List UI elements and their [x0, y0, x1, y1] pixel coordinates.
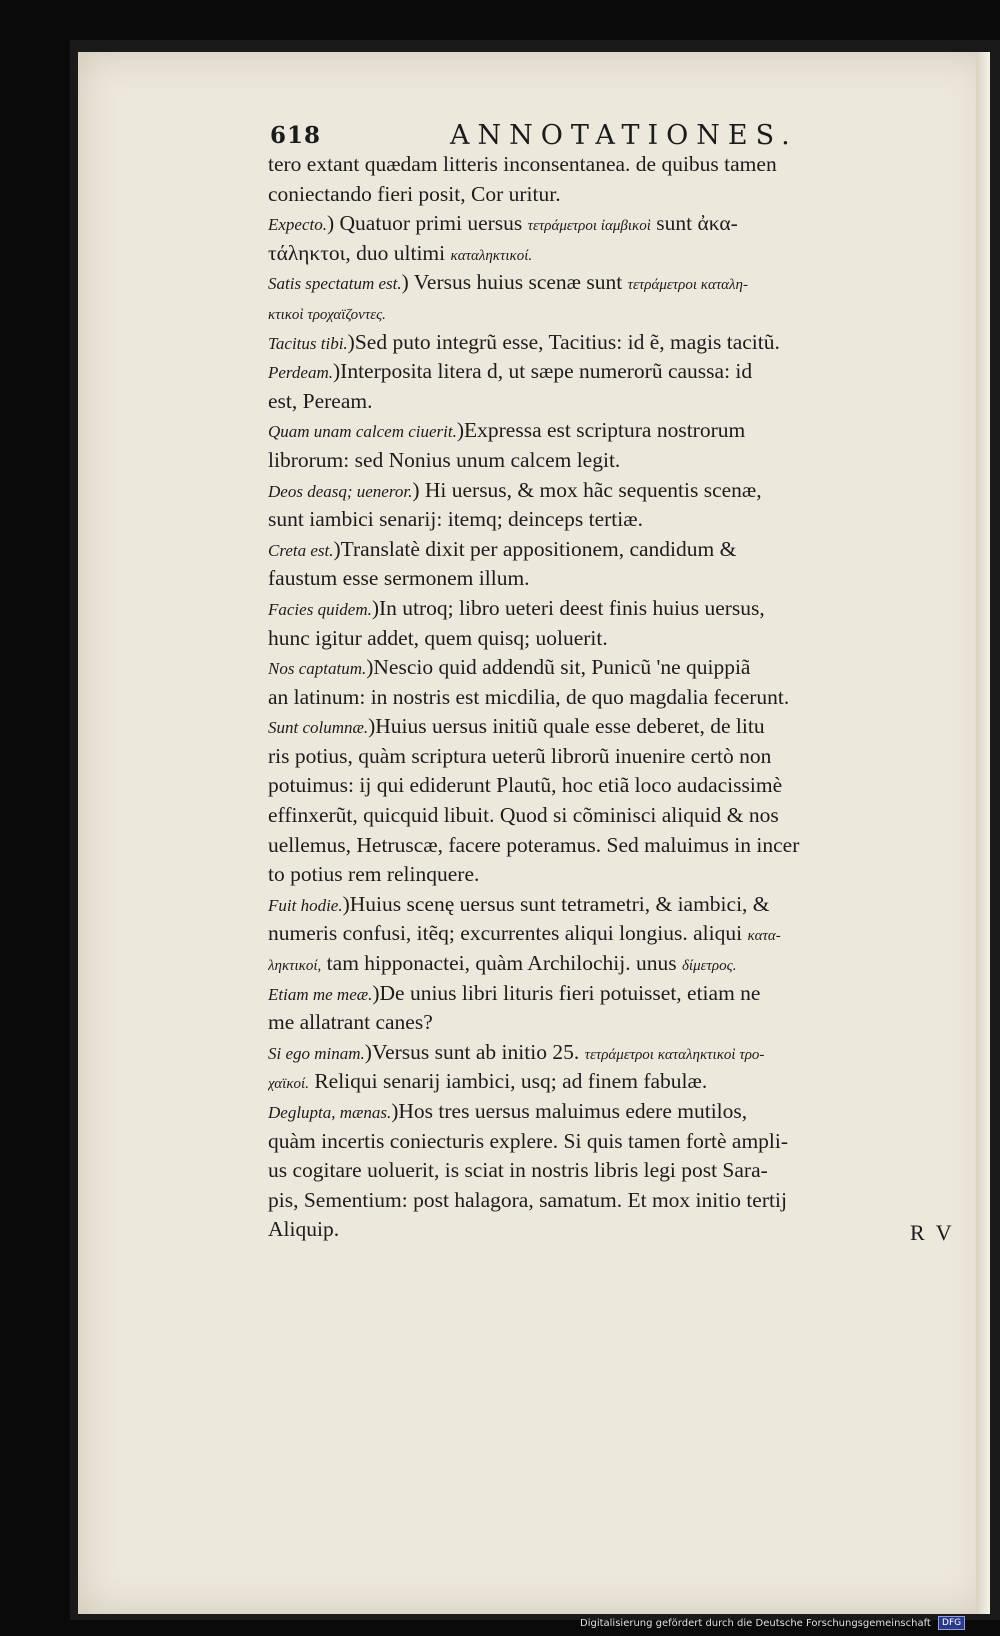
line-text: hunc igitur addet, quem quisq; uoluerit.	[268, 625, 608, 650]
catchword: R V	[910, 1220, 955, 1245]
text-line	[268, 387, 958, 417]
line-text-after: Reliqui senarij iambici, usq; ad finem fabulæ.	[308, 1069, 708, 1094]
line-text: )Nescio quid addendũ sit, Punicũ 'ne quippiã	[366, 655, 751, 680]
line-text: )Expressa est scriptura nostrorum	[456, 418, 746, 443]
line-text: tero extant quædam litteris inconsentanea. de quibus tamen	[268, 152, 777, 176]
text-line	[268, 535, 958, 565]
line-text: )In utroq; libro ueteri deest finis huius uersus,	[371, 595, 765, 620]
line-text: )Huius scenę uersus sunt tetrametri, & iambici, &	[342, 891, 770, 916]
text-line	[268, 771, 958, 801]
text-line	[268, 268, 958, 298]
line-text: sunt iambici senarij: itemq; deinceps tertiæ.	[268, 507, 643, 532]
line-text: me allatrant canes?	[268, 1010, 433, 1035]
text-line	[268, 1186, 958, 1216]
text-line	[268, 1215, 958, 1245]
dfg-logo: DFG	[938, 1616, 965, 1630]
text-line	[268, 298, 958, 328]
line-text: quàm incertis coniecturis explere. Si quis tamen fortè ampli-	[268, 1128, 789, 1153]
greek-text: κτικοὶ τροχαϊζοντες.	[268, 306, 386, 323]
footer	[580, 1614, 998, 1634]
line-text-after: sunt ἀκα-	[650, 211, 738, 236]
line-text: τάληκτοι, duo ultimi	[268, 240, 451, 265]
line-text: pis, Sementium: post halagora, samatum. Et mox initio tertij	[268, 1187, 787, 1212]
text-line	[268, 949, 958, 979]
text-line	[268, 712, 958, 742]
line-text: ris potius, quàm scriptura ueterũ librorũ inuenire certò non	[268, 743, 772, 768]
lemma: Fuit hodie.	[268, 895, 343, 915]
text-line	[268, 180, 958, 210]
text-line	[268, 446, 958, 476]
line-text: )Sed puto integrũ esse, Tacitius: id ẽ, magis tacitũ.	[347, 329, 780, 354]
text-line	[268, 919, 958, 949]
greek-text: κατα-	[747, 928, 781, 945]
text-line	[268, 831, 958, 861]
line-text: librorum: sed Nonius unum calcem legit.	[268, 447, 621, 472]
page-edge	[976, 52, 990, 1614]
line-text: effinxerũt, quicquid libuit. Quod si cõminisci aliquid & nos	[268, 803, 779, 828]
text-line	[268, 1156, 958, 1186]
line-text: ) Versus huius scenæ sunt	[401, 270, 628, 295]
lemma: Deos deasq; ueneror.	[268, 481, 413, 501]
line-text: )Hos tres uersus maluimus edere mutilos,	[391, 1099, 748, 1123]
lemma: Deglupta, mænas.	[268, 1103, 392, 1122]
text-line	[268, 239, 958, 269]
text-line	[268, 890, 958, 920]
lemma: Expecto.	[268, 215, 327, 235]
line-text: Aliquip.	[268, 1217, 340, 1242]
line-text: ) Hi uersus, & mox hãc sequentis scenæ,	[412, 477, 762, 502]
lemma: Perdeam.	[268, 363, 333, 383]
line-text: faustum esse sermonem illum.	[268, 566, 530, 591]
page-number: 618	[270, 122, 322, 149]
text-line	[268, 357, 958, 387]
lemma: Sunt columnæ.	[268, 718, 369, 738]
greek-text: καταληκτικοί.	[450, 247, 533, 264]
line-text: )Translatè dixit per appositionem, candidum &	[333, 536, 737, 561]
text-line	[268, 653, 958, 683]
text-line	[268, 476, 958, 506]
text-line	[268, 505, 958, 535]
text-line	[268, 1097, 958, 1127]
lemma: Tacitus tibi.	[268, 333, 348, 353]
text-line	[268, 416, 958, 446]
greek-text: τετράμετροι καταληκτικοὶ τρο-	[584, 1046, 765, 1063]
line-text: us cogitare uoluerit, is sciat in nostris libris legi post Sara-	[268, 1158, 768, 1183]
greek-text: ληκτικοί,	[268, 958, 322, 975]
lemma: Nos captatum.	[268, 659, 367, 679]
line-text: )Huius uersus initiũ quale esse deberet, de litu	[368, 714, 765, 739]
line-text: numeris confusi, itẽq; excurrentes aliqui longius. aliqui	[268, 921, 748, 946]
lemma: Etiam me meæ.	[268, 984, 373, 1004]
text-line	[268, 594, 958, 624]
line-text-after: tam hipponactei, quàm Archilochij. unus	[321, 951, 682, 976]
line-text: )Versus sunt ab initio 25.	[364, 1039, 585, 1064]
greek-text: χαϊκοί.	[268, 1076, 309, 1093]
running-head: ANNOTATIONES.	[450, 120, 798, 151]
text-line	[268, 564, 958, 594]
text-line	[268, 801, 958, 831]
text-line	[268, 624, 958, 654]
lemma: Quam unam calcem ciuerit.	[268, 422, 457, 442]
line-text: to potius rem relinquere.	[268, 862, 480, 887]
text-line	[268, 742, 958, 772]
text-block	[268, 150, 958, 1245]
text-line	[268, 328, 958, 358]
text-line	[268, 1038, 958, 1068]
lemma: Creta est.	[268, 540, 334, 560]
line-text: )Interposita litera d, ut sæpe numerorũ caussa: id	[333, 359, 753, 384]
text-line	[268, 683, 958, 713]
text-line	[268, 150, 958, 180]
text-line	[268, 1127, 958, 1157]
lemma: Si ego minam.	[268, 1043, 365, 1063]
line-text: est, Peream.	[268, 388, 373, 413]
greek-text: δίμετρος.	[681, 958, 737, 975]
text-line	[268, 979, 958, 1009]
text-line	[268, 1008, 958, 1038]
greek-text: τετράμετροι ἰαμβικοὶ	[527, 218, 651, 235]
footer-text: Digitalisierung gefördert durch die Deutsche Forschungsgemeinschaft	[580, 1618, 931, 1629]
text-line	[268, 860, 958, 890]
text-line	[268, 209, 958, 239]
lemma: Facies quidem.	[268, 599, 372, 619]
line-text: potuimus: ij qui ediderunt Plautũ, hoc etiã loco audacissimè	[268, 773, 783, 798]
line-text: ) Quatuor primi uersus	[327, 211, 528, 236]
greek-text: τετράμετροι καταλη-	[627, 277, 748, 294]
line-text: coniectando fieri posit, Cor uritur.	[268, 181, 561, 206]
lemma: Satis spectatum est.	[268, 274, 402, 294]
line-text: uellemus, Hetruscæ, facere poteramus. Sed maluimus in incer	[268, 832, 800, 857]
line-text: )De unius libri lituris fieri potuisset, etiam ne	[372, 980, 761, 1005]
text-line	[268, 1067, 958, 1097]
line-text: an latinum: in nostris est micdilia, de quo magdalia fecerunt.	[268, 684, 790, 709]
